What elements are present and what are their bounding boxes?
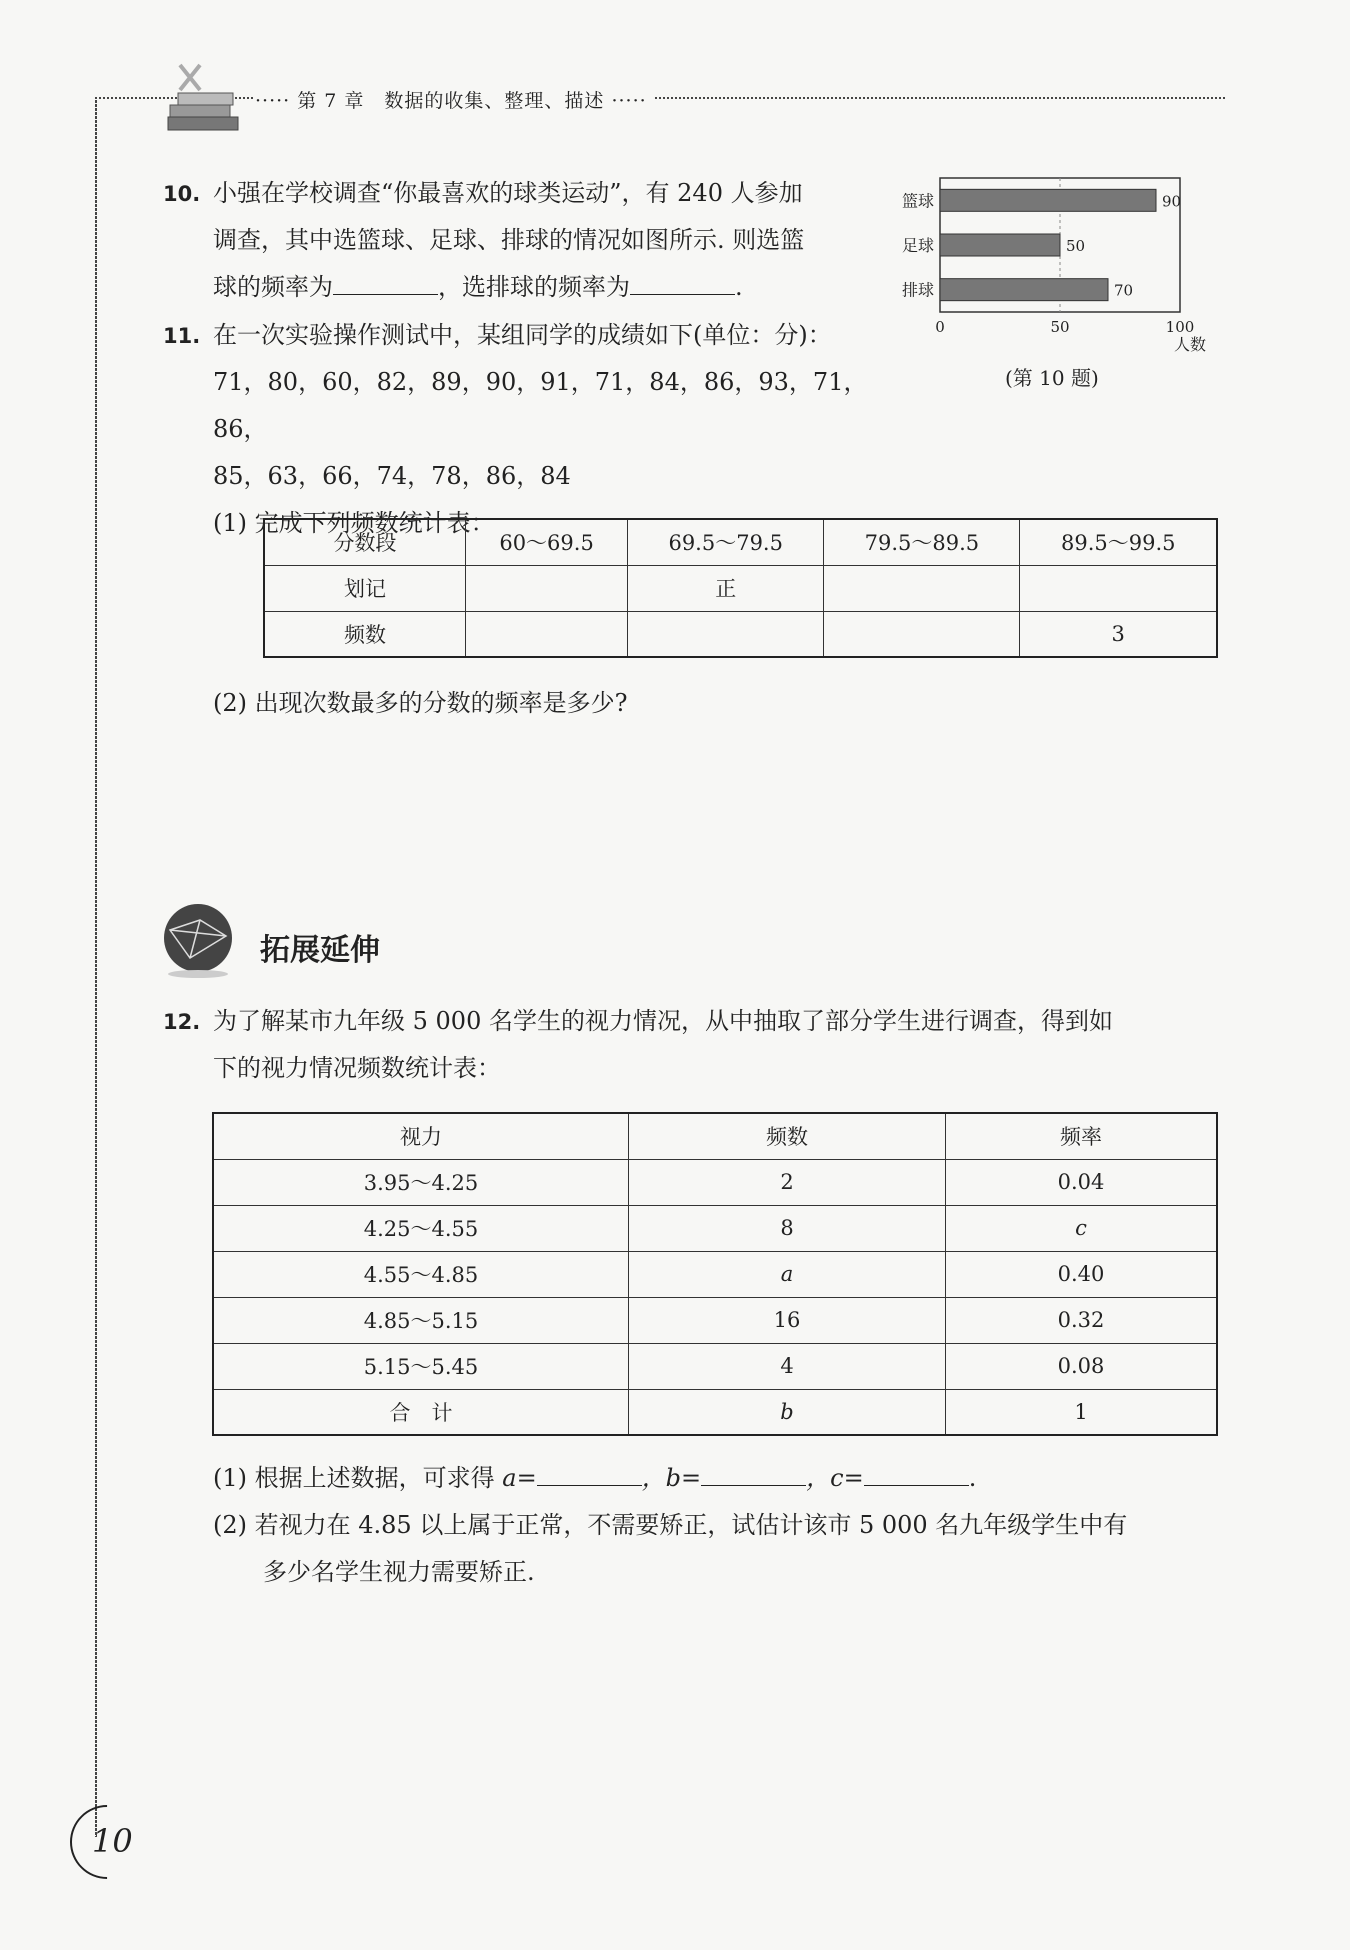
q12-line2: 下的视力情况频数统计表： — [213, 1054, 501, 1082]
freq-cell[interactable] — [824, 611, 1020, 657]
row-label: 划记 — [264, 565, 466, 611]
table-row — [213, 1251, 1217, 1297]
header-cell: 89.5～99.5 — [1020, 519, 1217, 565]
question-number: 10. — [163, 182, 201, 206]
bar — [940, 189, 1156, 211]
tick-label: 100 — [1165, 318, 1195, 336]
freq-cell[interactable] — [466, 611, 628, 657]
books-icon — [160, 55, 255, 140]
var-c: ，c= — [806, 1464, 864, 1492]
tick-label: 50 — [1050, 318, 1070, 336]
freq-cell: a — [629, 1251, 946, 1297]
q12-line1: 为了解某市九年级 5 000 名学生的视力情况，从中抽取了部分学生进行调查，得到如 — [213, 1007, 1113, 1035]
chapter-header: ····· 第 7 章 数据的收集、整理、描述 ····· — [255, 86, 653, 113]
range-cell: 4.25～4.55 — [213, 1205, 629, 1251]
q10-text-b: ，选排球的频率为 — [438, 273, 630, 301]
tally-cell[interactable] — [466, 565, 628, 611]
category-label: 篮球 — [901, 191, 934, 211]
table-row — [213, 1205, 1217, 1251]
header-cell: 频数 — [629, 1113, 946, 1159]
freq-cell: 2 — [629, 1159, 946, 1205]
question-10-text — [213, 170, 893, 311]
freq-cell: 4 — [629, 1343, 946, 1389]
category-label: 足球 — [901, 236, 934, 255]
q12-parts — [213, 1455, 1228, 1596]
table-row — [213, 1343, 1217, 1389]
range-cell: 合 计 — [213, 1389, 629, 1435]
answer-blank[interactable] — [864, 1461, 969, 1486]
tick-label: 0 — [935, 318, 945, 336]
freq-cell: 8 — [629, 1205, 946, 1251]
answer-blank[interactable] — [537, 1461, 642, 1486]
range-cell: 4.55～4.85 — [213, 1251, 629, 1297]
header-cell: 60～69.5 — [466, 519, 628, 565]
page-number: 10 — [92, 1822, 133, 1860]
rate-cell: 0.08 — [946, 1343, 1218, 1389]
tally-cell[interactable] — [824, 565, 1020, 611]
question-number: 12. — [163, 1010, 201, 1034]
range-cell: 3.95～4.25 — [213, 1159, 629, 1205]
var-b: ，b= — [641, 1464, 702, 1492]
tally-cell[interactable]: 正 — [628, 565, 824, 611]
table-row — [213, 1389, 1217, 1435]
var-a: a= — [502, 1464, 537, 1492]
q10-line3 — [213, 264, 893, 311]
q10-line1: 小强在学校调查“你最喜欢的球类运动”，有 240 人参加 — [213, 179, 803, 207]
range-cell: 4.85～5.15 — [213, 1297, 629, 1343]
rate-cell: 0.04 — [946, 1159, 1218, 1205]
answer-blank[interactable] — [333, 270, 438, 295]
q10-line2: 调查，其中选篮球、足球、排球的情况如图所示. 则选篮 — [213, 226, 805, 254]
globe-icon — [160, 900, 240, 980]
q11-line1: 在一次实验操作测试中，某组同学的成绩如下(单位：分)： — [213, 321, 832, 349]
axis-label: 人数 — [1173, 335, 1207, 354]
q11-part1: (1) 完成下列频数统计表： — [213, 509, 495, 537]
question-number: 11. — [163, 324, 201, 348]
rate-cell: 0.32 — [946, 1297, 1218, 1343]
rate-cell: 1 — [946, 1389, 1218, 1435]
table-row — [213, 1297, 1217, 1343]
value-label: 70 — [1114, 281, 1134, 300]
bar-chart — [890, 170, 1230, 370]
answer-blank[interactable] — [701, 1461, 806, 1486]
value-label: 50 — [1066, 237, 1086, 255]
freq-cell[interactable] — [628, 611, 824, 657]
q11-part2: (2) 出现次数最多的分数的频率是多少? — [213, 689, 628, 717]
question-12-text — [213, 998, 1228, 1092]
q12-part1-end: . — [968, 1464, 977, 1492]
range-cell: 5.15～5.45 — [213, 1343, 629, 1389]
q12-part1-text: (1) 根据上述数据，可求得 — [213, 1464, 503, 1492]
q12-part2-line2: 多少名学生视力需要矫正. — [263, 1558, 535, 1586]
freq-cell: b — [629, 1389, 946, 1435]
answer-blank[interactable] — [630, 270, 735, 295]
q12-part1 — [213, 1455, 1228, 1502]
frequency-table — [263, 518, 1218, 658]
rate-cell: 0.40 — [946, 1251, 1218, 1297]
header-cell: 79.5～89.5 — [824, 519, 1020, 565]
freq-cell[interactable]: 3 — [1020, 611, 1217, 657]
section-title: 拓展延伸 — [260, 933, 380, 968]
page-frame-left — [95, 97, 97, 1837]
row-label: 频数 — [264, 611, 466, 657]
q11-line2: 71，80，60，82，89，90，91，71，84，86，93，71，86， — [213, 368, 868, 443]
q10-text-a: 球的频率为 — [213, 273, 333, 301]
freq-cell: 16 — [629, 1297, 946, 1343]
table-row — [213, 1159, 1217, 1205]
vision-table — [212, 1112, 1218, 1436]
header-cell: 频率 — [946, 1113, 1218, 1159]
q10-text-c: . — [735, 273, 743, 301]
header-cell: 69.5～79.5 — [628, 519, 824, 565]
q11-line3: 85，63，66，74，78，86，84 — [213, 462, 571, 490]
figure-caption: (第 10 题) — [1005, 366, 1099, 390]
q12-part2-line1: (2) 若视力在 4.85 以上属于正常，不需要矫正，试估计该市 5 000 名九年级学生中有 — [213, 1511, 1128, 1539]
value-label: 90 — [1162, 192, 1182, 211]
rate-cell: c — [946, 1205, 1218, 1251]
tally-cell[interactable] — [1020, 565, 1217, 611]
question-11-text — [213, 312, 913, 547]
bar — [940, 279, 1108, 301]
header-cell: 视力 — [213, 1113, 629, 1159]
header-cell: 分数段 — [264, 519, 466, 565]
bar — [940, 234, 1060, 256]
category-label: 排球 — [901, 280, 934, 300]
